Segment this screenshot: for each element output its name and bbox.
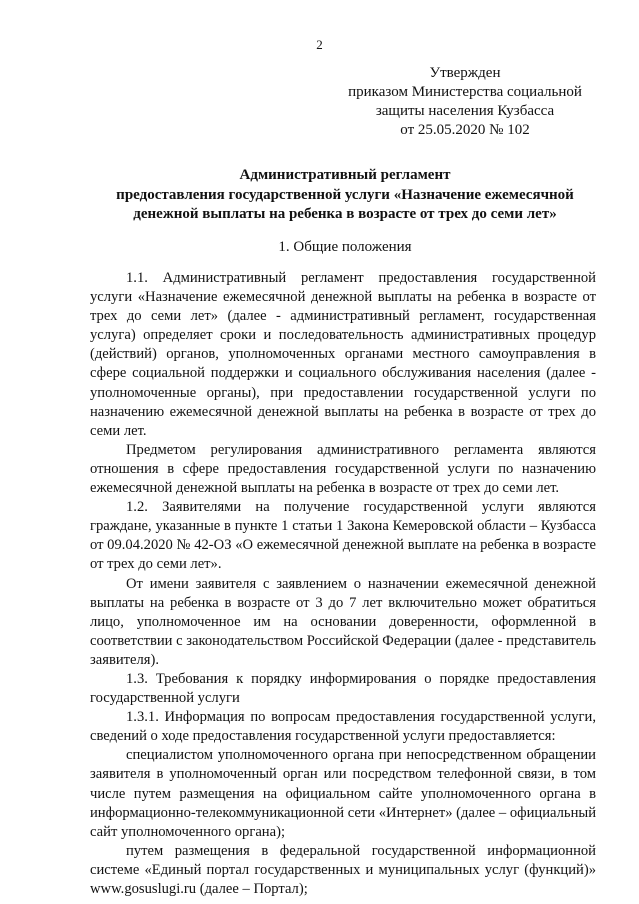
paragraph-specialist: специалистом уполномоченного органа при непосредственном обращении заявителя в уполномоченный орган или посредством телефонной связи, в том числе путем размещения на официальном сайте уполномоченного органа в информационно-телекоммуникационной сети «Интернет» (далее – официальный сайт уполномоченного органа);	[90, 747, 597, 840]
title-line: предоставления государственной услуги «Назначение ежемесячной	[116, 186, 574, 203]
approval-line: Утвержден	[429, 65, 501, 81]
paragraph-1-3: 1.3. Требования к порядку информирования о порядке предоставления государственной услуги	[90, 670, 596, 707]
paragraph-1-2: 1.2. Заявителями на получение государственной услуги являются граждане, указанные в пункте 1 статьи 1 Закона Кемеровской области – Кузбасса от 09.04.2020 № 42-ОЗ «О ежемесячной денежной выплате на ребенка в возрасте от трех до семи лет».	[90, 499, 596, 573]
approval-stamp-block	[330, 64, 600, 140]
body-text	[90, 269, 596, 899]
section-heading: 1. Общие положения	[278, 239, 412, 255]
approval-date-line: от 25.05.2020 № 102	[400, 122, 530, 138]
approval-line: защиты населения Кузбасса	[375, 103, 555, 119]
paragraph-representative: От имени заявителя с заявлением о назначении ежемесячной денежной выплаты на ребенка в возрасте от 3 до 7 лет включительно может обратиться лицо, уполномоченное им на основании доверенности, оформленной в соответствии с законодательством Российской Федерации (далее - представитель заявителя).	[90, 575, 596, 668]
document-title	[70, 166, 620, 225]
page-number: 2	[316, 37, 323, 52]
approval-line: приказом Министерства социальной	[348, 84, 582, 100]
title-line: Административный регламент	[239, 167, 451, 183]
title-line: денежной выплаты на ребенка в возрасте от трех до семи лет»	[133, 206, 557, 222]
paragraph-1-1: 1.1. Административный регламент предоставления государственной услуги «Назначение ежемесячной денежной выплаты на ребенка в возрасте от трех до семи лет» (далее - административный регламент, государственная услуга) определяет сроки и последовательность административных процедур (действий) органов, уполномоченных органами местного самоуправления в сфере социальной поддержки и социального обслуживания населения (далее - уполномоченные органы), при предоставлении государственной услуги по назначению ежемесячной денежной выплаты на ребенка в возрасте от трех до семи лет.	[90, 270, 596, 439]
paragraph-portal: путем размещения в федеральной государственной информационной системе «Единый портал государственных и муниципальных услуг (функций)» www.gosuslugi.ru (далее – Портал);	[90, 842, 596, 897]
paragraph-subject: Предметом регулирования административного регламента являются отношения в сфере предоставления государственной услуги по назначению ежемесячной денежной выплаты на ребенка в возрасте от трех до семи лет.	[90, 441, 596, 497]
paragraph-1-3-1: 1.3.1. Информация по вопросам предоставления государственной услуги, сведений о ходе предоставления государственной услуги предоставляется:	[90, 709, 596, 745]
